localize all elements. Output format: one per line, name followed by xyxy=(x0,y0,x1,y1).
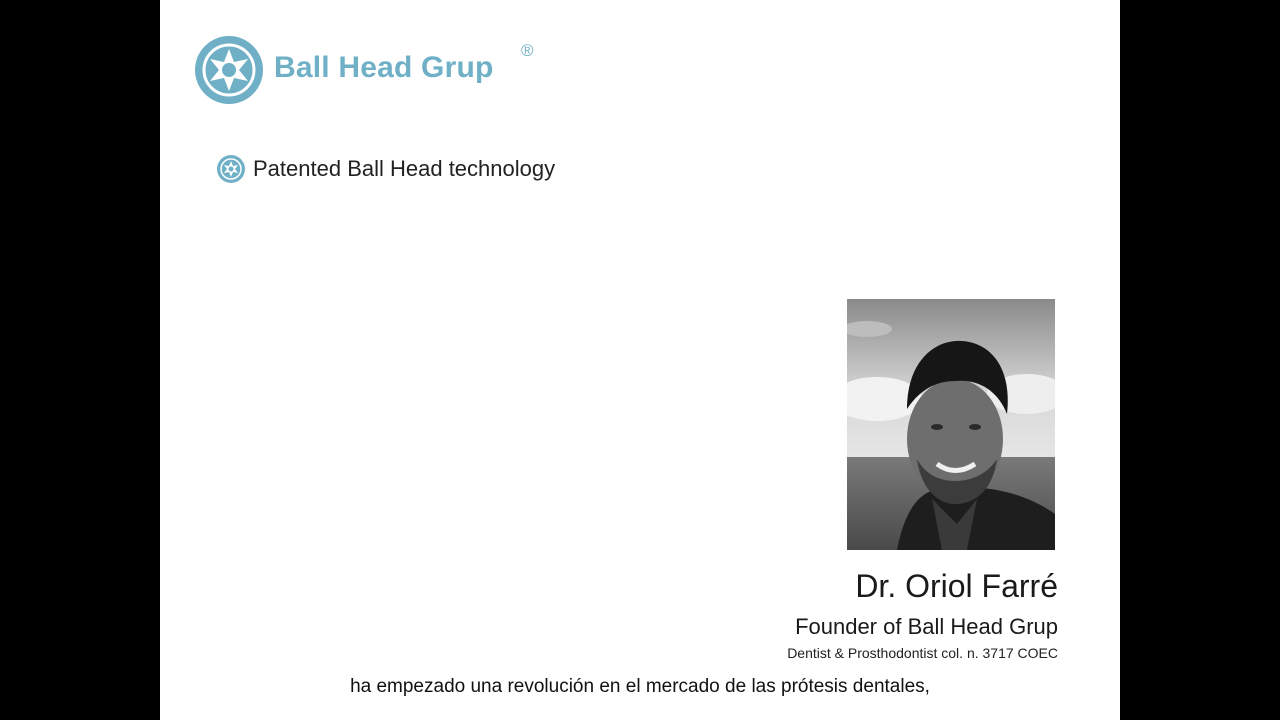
brand-logo xyxy=(194,35,534,105)
feature-bullet xyxy=(216,154,555,184)
subtitle-caption: ha empezado una revolución en el mercado de las prótesis dentales, xyxy=(350,676,930,697)
feature-text: Patented Ball Head technology xyxy=(253,156,556,181)
profile-name: Dr. Oriol Farré xyxy=(855,568,1058,604)
profile-credentials: Dentist & Prosthodontist col. n. 3717 COEC xyxy=(787,645,1058,661)
portrait-photo xyxy=(847,299,1055,550)
brand-name: Ball Head Grup xyxy=(274,51,494,84)
profile-role: Founder of Ball Head Grup xyxy=(795,614,1058,639)
ball-head-logo-icon xyxy=(194,35,264,105)
registered-mark: ® xyxy=(521,41,534,60)
slide xyxy=(160,0,1120,720)
ball-head-bullet-icon xyxy=(216,154,246,184)
